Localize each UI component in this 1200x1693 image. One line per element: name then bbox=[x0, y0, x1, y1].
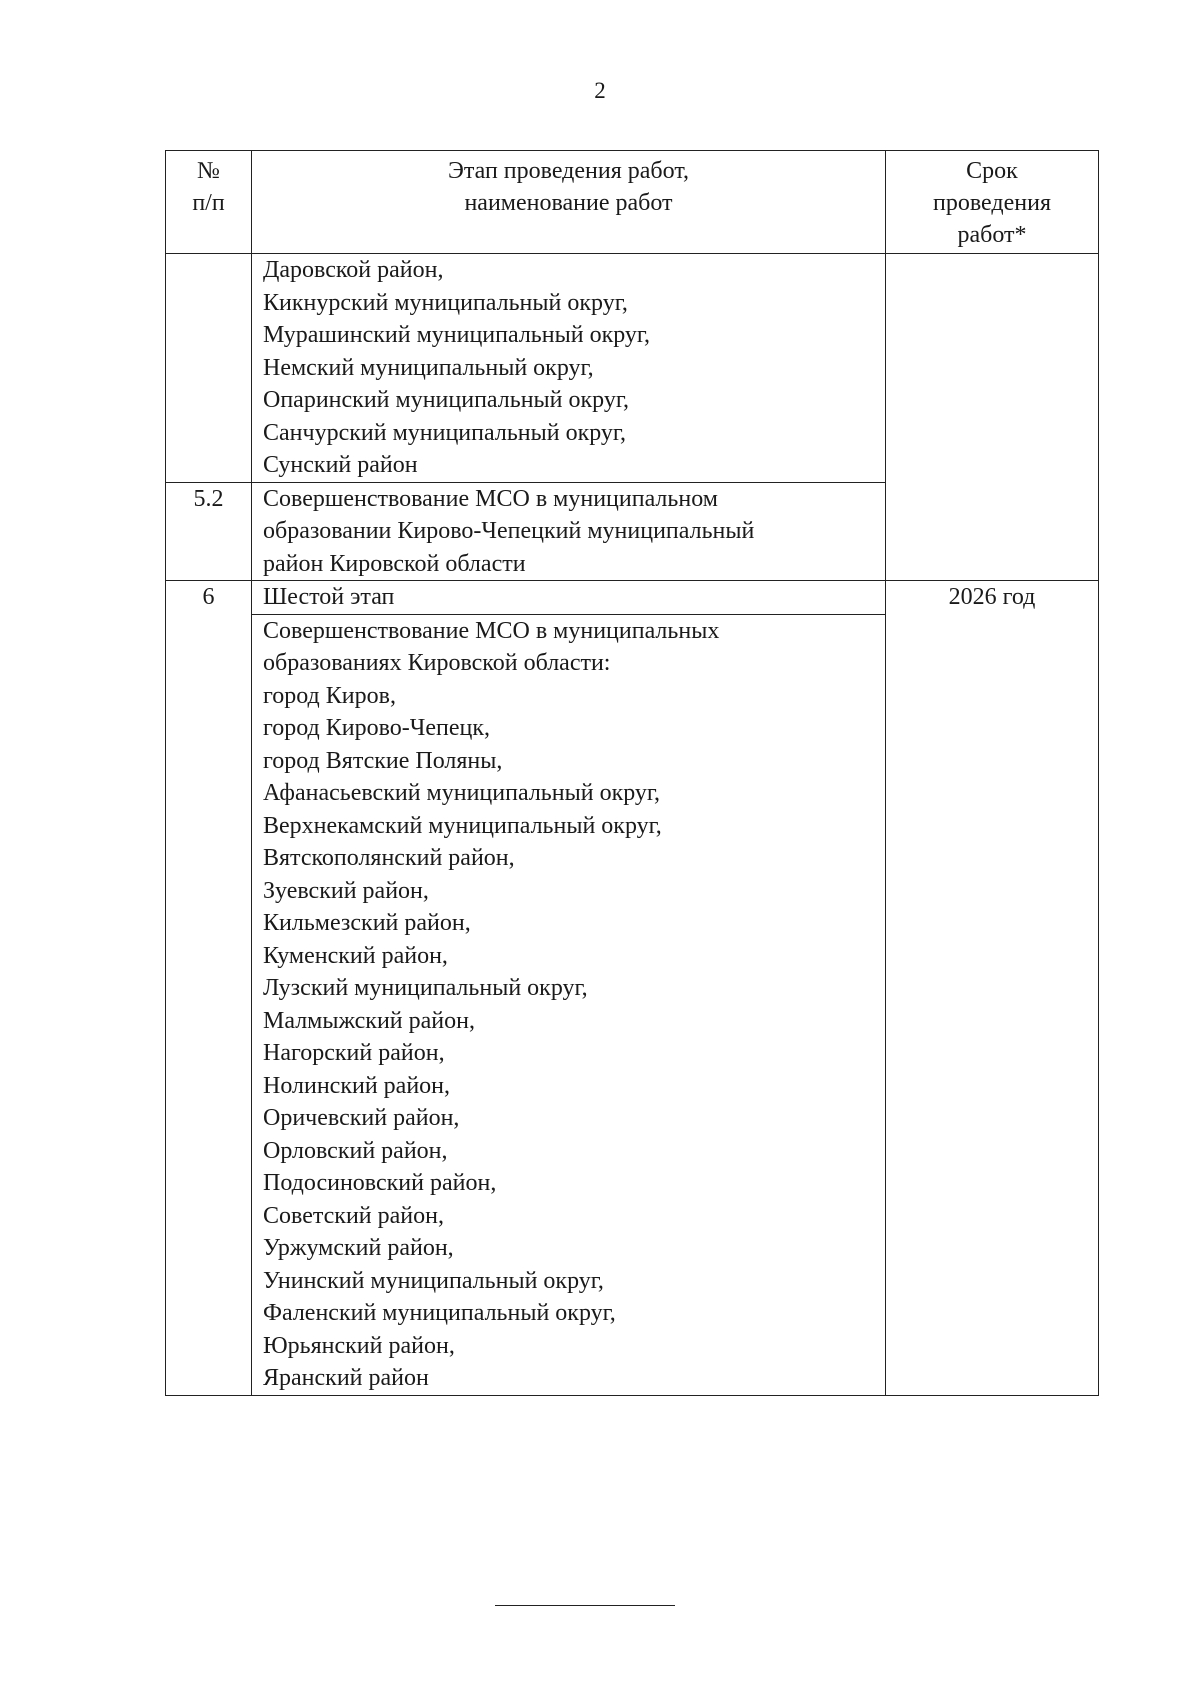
continued-district-list bbox=[252, 254, 886, 483]
list-item: Сунский район bbox=[263, 452, 418, 478]
header-number bbox=[166, 151, 252, 254]
list-item: Кикнурский муниципальный округ, bbox=[263, 289, 628, 316]
stage-title: Шестой этап bbox=[252, 581, 886, 615]
header-period-line: работ* bbox=[957, 222, 1027, 248]
list-item: Яранский район bbox=[263, 1365, 429, 1391]
list-item: город Кирово-Чепецк, bbox=[263, 715, 491, 741]
list-item: Верхнекамский муниципальный округ, bbox=[263, 812, 662, 839]
text-line: район Кировской области bbox=[263, 550, 526, 577]
list-item: Лузский муниципальный округ, bbox=[263, 975, 588, 1001]
closing-rule-divider bbox=[495, 1605, 675, 1606]
header-period-line: проведения bbox=[933, 190, 1051, 216]
list-item: Афанасьевский муниципальный округ, bbox=[263, 780, 661, 806]
table-row-6-title bbox=[166, 581, 1099, 615]
list-item: город Вятские Поляны, bbox=[263, 747, 503, 774]
list-item: Даровской район, bbox=[263, 257, 444, 283]
list-item: Зуевский район, bbox=[263, 877, 429, 904]
list-item: Вятскополянский район, bbox=[263, 845, 515, 871]
header-stage bbox=[252, 151, 886, 254]
list-item: Немский муниципальный округ, bbox=[263, 354, 594, 381]
text-line: Совершенствование МСО в муниципальном bbox=[263, 485, 718, 512]
list-item: Опаринский муниципальный округ, bbox=[263, 387, 629, 413]
list-item: Оричевский район, bbox=[263, 1105, 460, 1131]
row-6-district-list bbox=[252, 614, 886, 1395]
text-line: образовании Кирово-Чепецкий муниципальный bbox=[263, 518, 755, 544]
list-item: Фаленский муниципальный округ, bbox=[263, 1300, 616, 1326]
list-item: Подосиновский район, bbox=[263, 1170, 497, 1196]
row-number: 5.2 bbox=[166, 482, 252, 581]
list-item: Орловский район, bbox=[263, 1137, 448, 1164]
list-item: Мурашинский муниципальный округ, bbox=[263, 322, 651, 348]
page-number: 2 bbox=[594, 78, 606, 103]
list-item: Уржумский район, bbox=[263, 1235, 454, 1261]
table-row-continued bbox=[166, 254, 1099, 483]
list-item: Нагорский район, bbox=[263, 1040, 445, 1066]
stage-period: 2026 год bbox=[886, 581, 1099, 1396]
header-stage-line: наименование работ bbox=[464, 190, 673, 216]
header-period bbox=[886, 151, 1099, 254]
works-schedule-table bbox=[165, 150, 1099, 1396]
list-item: Юрьянский район, bbox=[263, 1332, 455, 1359]
list-item: Советский район, bbox=[263, 1202, 444, 1229]
cell-period-empty bbox=[886, 254, 1099, 581]
header-period-line: Срок bbox=[966, 158, 1018, 184]
list-item: Унинский муниципальный округ, bbox=[263, 1267, 604, 1294]
list-item: Куменский район, bbox=[263, 942, 448, 969]
list-item: Кильмезский район, bbox=[263, 910, 471, 936]
header-number-line: № bbox=[197, 158, 220, 184]
cell-number-empty bbox=[166, 254, 252, 483]
header-number-line: п/п bbox=[192, 190, 225, 216]
table-header-row bbox=[166, 151, 1099, 254]
header-stage-line: Этап проведения работ, bbox=[448, 158, 689, 184]
row-number: 6 bbox=[166, 581, 252, 1396]
list-item: Совершенствование МСО в муниципальных bbox=[263, 617, 720, 644]
list-item: город Киров, bbox=[263, 682, 396, 709]
list-item: Малмыжский район, bbox=[263, 1007, 475, 1034]
list-item: Нолинский район, bbox=[263, 1072, 451, 1099]
list-item: Санчурский муниципальный округ, bbox=[263, 419, 627, 446]
row-5-2-description bbox=[252, 482, 886, 581]
list-item: образованиях Кировской области: bbox=[263, 650, 611, 676]
